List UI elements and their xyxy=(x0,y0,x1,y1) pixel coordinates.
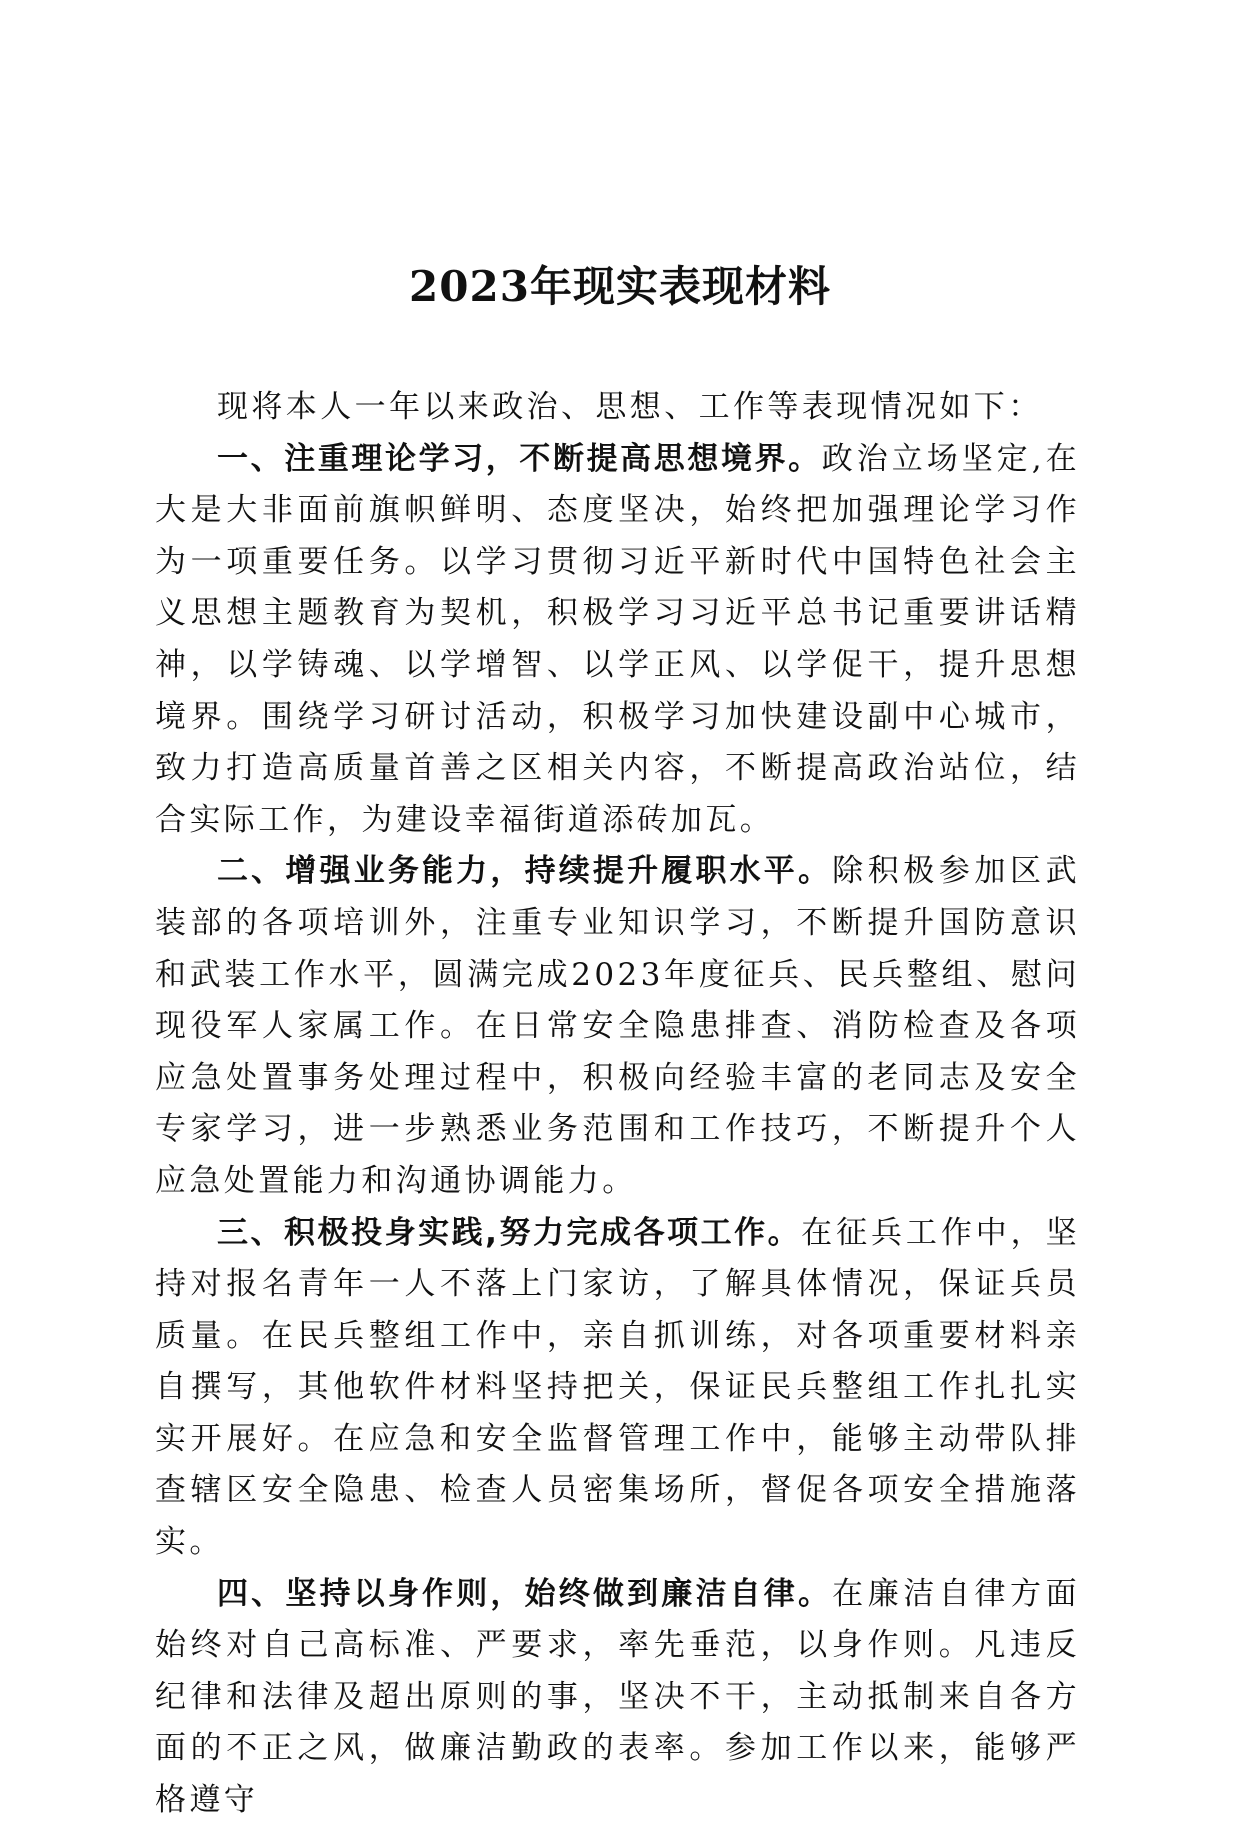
section-3-heading: 三、积极投身实践,努力完成各项工作。 xyxy=(217,1214,802,1251)
section-1-paragraph xyxy=(155,434,1080,847)
section-4-body: 在廉洁自律方面始终对自己高标准、严要求，率先垂范，以身作则。凡违反纪律和法律及超出原则的事，坚决不干，主动抵制来自各方面的不正之风，做廉洁勤政的表率。参加工作以来，能够严格遵守 xyxy=(155,1575,1080,1819)
section-2-heading: 二、增强业务能力，持续提升履职水平。 xyxy=(217,853,833,890)
section-4-paragraph xyxy=(155,1569,1080,1827)
section-3-body: 在征兵工作中，坚持对报名青年一人不落上门家访，了解具体情况，保证兵员质量。在民兵整组工作中，亲自抓训练，对各项重要材料亲自撰写，其他软件材料坚持把关，保证民兵整组工作扎扎实实开展好。在应急和安全监督管理工作中，能够主动带队排查辖区安全隐患、检查人员密集场所，督促各项安全措施落实。 xyxy=(155,1214,1080,1561)
section-2-paragraph xyxy=(155,846,1080,1207)
section-4-heading: 四、坚持以身作则，始终做到廉洁自律。 xyxy=(217,1575,833,1612)
document-title: 2023年现实表现材料 xyxy=(409,262,831,311)
section-3-paragraph xyxy=(155,1208,1080,1569)
section-1-body: 政治立场坚定,在大是大非面前旗帜鲜明、态度坚决，始终把加强理论学习作为一项重要任务。以学习贯彻习近平新时代中国特色社会主义思想主题教育为契机，积极学习习近平总书记重要讲话精神，以学铸魂、以学增智、以学正风、以学促干，提升思想境界。围绕学习研讨活动，积极学习加快建设副中心城市，致力打造高质量首善之区相关内容，不断提高政治站位，结合实际工作，为建设幸福街道添砖加瓦。 xyxy=(155,440,1081,838)
intro-paragraph: 现将本人一年以来政治、思想、工作等表现情况如下： xyxy=(217,389,1043,425)
section-1-heading: 一、注重理论学习，不断提高思想境界。 xyxy=(217,440,822,477)
document-body xyxy=(155,382,1080,1827)
section-2-body: 除积极参加区武装部的各项培训外，注重专业知识学习，不断提升国防意识和武装工作水平，圆满完成2023年度征兵、民兵整组、慰问现役军人家属工作。在日常安全隐患排查、消防检查及各项应急处置事务处理过程中，积极向经验丰富的老同志及安全专家学习，进一步熟悉业务范围和工作技巧，不断提升个人应急处置能力和沟通协调能力。 xyxy=(155,853,1080,1199)
